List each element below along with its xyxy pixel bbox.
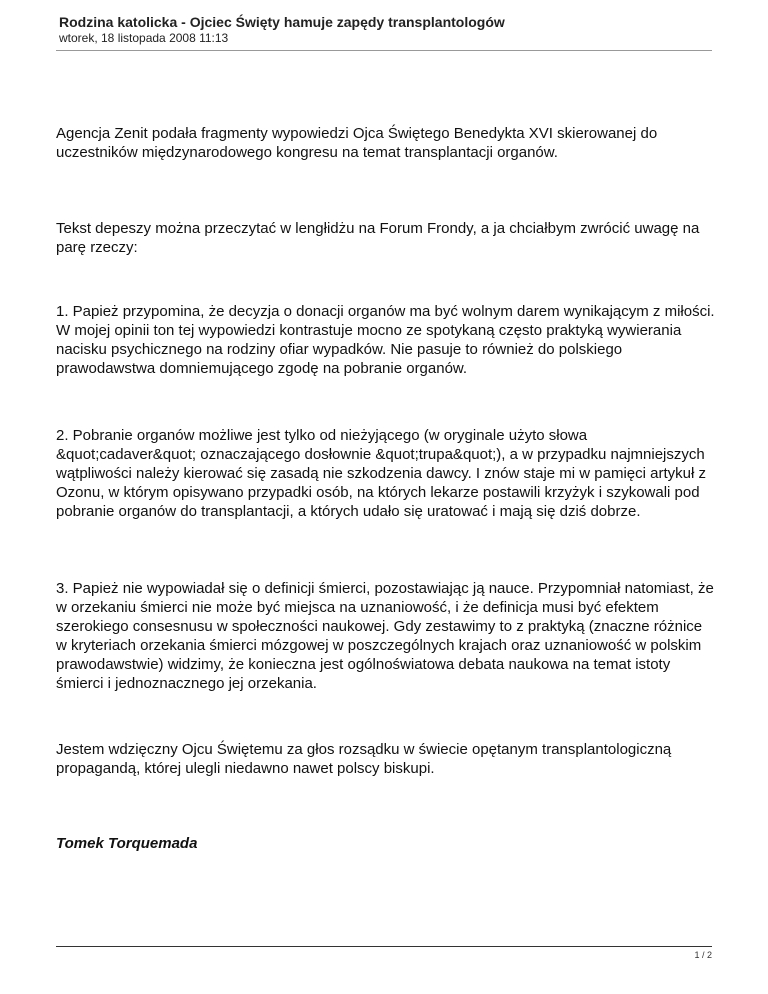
paragraph-forum: Tekst depeszy można przeczytać w lengłidżu na Forum Frondy, a ja chciałbym zwrócić uwagę na parę rzeczy: <box>56 220 700 256</box>
page-number: 1 / 2 <box>694 950 712 960</box>
document-title: Rodzina katolicka - Ojciec Święty hamuje zapędy transplantologów <box>59 14 505 30</box>
document-header <box>59 14 711 45</box>
paragraph-intro: Agencja Zenit podała fragmenty wypowiedzi Ojca Świętego Benedykta XVI skierowanej do uczestników międzynarodowego kongresu na temat transplantacji organów. <box>56 125 658 161</box>
author-signature: Tomek Torquemada <box>56 835 198 852</box>
footer-divider <box>56 946 712 947</box>
paragraph-point-2: 2. Pobranie organów możliwe jest tylko od nieżyjącego (w oryginale użyto słowa &quot;cadaver&quot; oznaczającego dosłownie &quot;trupa&quot;), a w przypadku najmniejszych wątpliwości należy kierować się zasadą nie szkodzenia dawcy. I znów staje mi w pamięci artykuł z Ozonu, w którym opisywano przypadki osób, na których lekarze postawili krzyżyk i szykowali pod pobranie organów do transplantacji, a których udało się uratować i mają się dziś dobrze. <box>56 427 706 520</box>
paragraph-closing: Jestem wdzięczny Ojcu Świętemu za głos rozsądku w świecie opętanym transplantologiczną propagandą, której ulegli niedawno nawet polscy biskupi. <box>56 741 672 777</box>
header-divider <box>56 50 712 51</box>
paragraph-point-3: 3. Papież nie wypowiadał się o definicji śmierci, pozostawiając ją nauce. Przypomniał natomiast, że w orzekaniu śmierci nie może być miejsca na uznaniowość, i że definicja musi być efektem szerokiego consesnusu w społeczności naukowej. Gdy zestawimy to z praktyką (znaczne różnice w kryteriach orzekania śmierci mózgowej w poszczególnych krajach oraz uznaniowość w polskim prawodawstwie) widzimy, że konieczna jest ogólnoświatowa debata naukowa na temat istoty śmierci i jednoznacznego jej orzekania. <box>56 580 714 692</box>
publish-date: wtorek, 18 listopada 2008 11:13 <box>59 31 229 45</box>
paragraph-point-1: 1. Papież przypomina, że decyzja o donacji organów ma być wolnym darem wynikającym z miłości. W mojej opinii ton tej wypowiedzi kontrastuje mocno ze spotykaną często praktyką wywierania nacisku psychicznego na rodziny ofiar wypadków. Nie pasuje to również do polskiego prawodawstwa domniemującego zgodę na pobranie organów. <box>56 303 715 377</box>
